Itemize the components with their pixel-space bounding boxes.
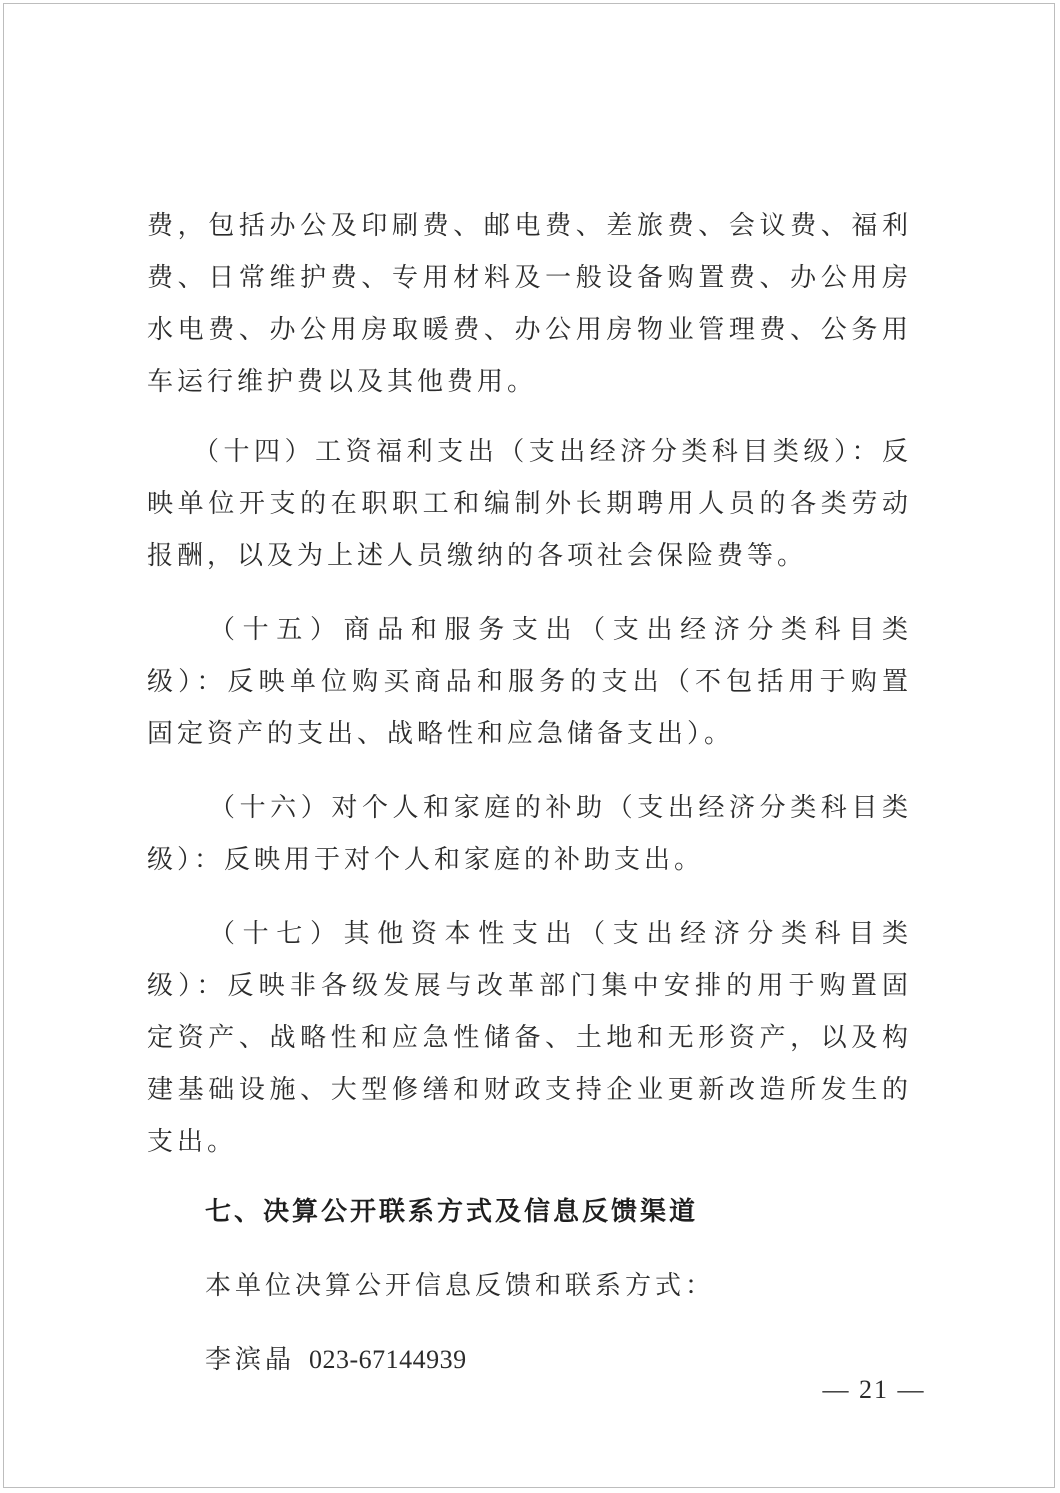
contact-intro: 本单位决算公开信息反馈和联系方式： [205, 1271, 716, 1301]
contact-name: 李滨晶 [205, 1345, 296, 1375]
page-number: — 21 — [822, 1375, 926, 1404]
paragraph-item-16: （十六）对个人和家庭的补助（支出经济分类科目类级）：反映用于对个人和家庭的补助支出。 [147, 793, 912, 875]
paragraph-item-14: （十四）工资福利支出（支出经济分类科目类级）：反映单位开支的在职职工和编制外长期聘用人员的各类劳动报酬，以及为上述人员缴纳的各项社会保险费等。 [147, 437, 912, 571]
page-body [147, 200, 912, 1386]
contact-line [147, 1334, 912, 1386]
document-page [3, 3, 1055, 1488]
paragraph-item-15: （十五）商品和服务支出（支出经济分类科目类级）：反映单位购买商品和服务的支出（不包括用于购置固定资产的支出、战略性和应急储备支出）。 [147, 615, 912, 749]
section-heading-contact: 七、决算公开联系方式及信息反馈渠道 [205, 1197, 699, 1227]
paragraph-expense-continuation: 费，包括办公及印刷费、邮电费、差旅费、会议费、福利费、日常维护费、专用材料及一般设备购置费、办公用房水电费、办公用房取暖费、办公用房物业管理费、公务用车运行维护费以及其他费用。 [147, 211, 912, 397]
contact-phone: 023-67144939 [309, 1345, 467, 1374]
paragraph-item-17: （十七）其他资本性支出（支出经济分类科目类级）：反映非各级发展与改革部门集中安排的用于购置固定资产、战略性和应急性储备、土地和无形资产，以及构建基础设施、大型修缮和财政支持企业更新改造所发生的支出。 [147, 919, 912, 1157]
